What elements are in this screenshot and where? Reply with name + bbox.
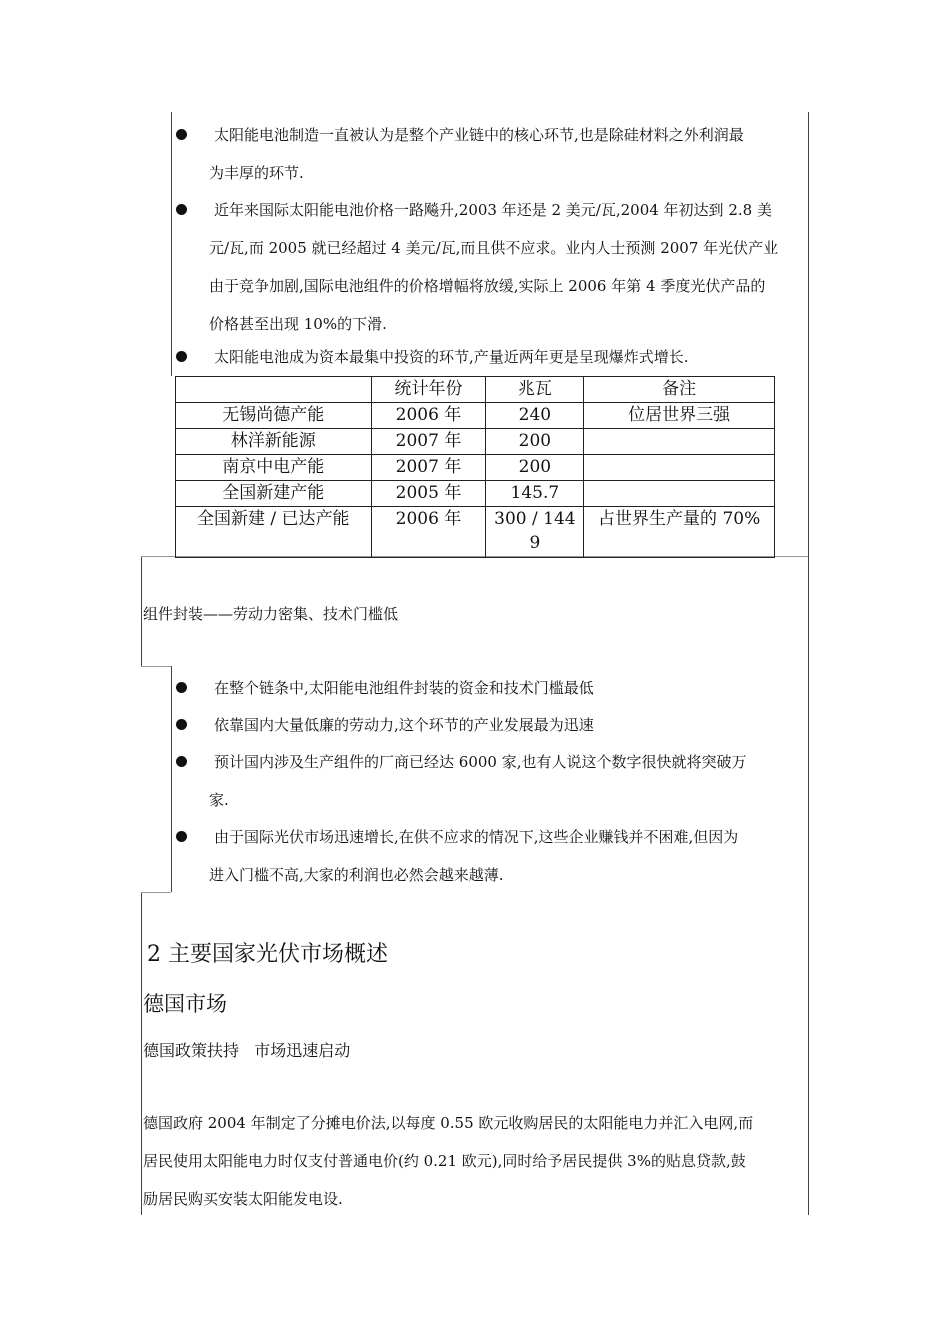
- table-cell: 2007 年: [371, 429, 486, 455]
- section3-title: 2 主要国家光伏市场概述: [147, 942, 388, 967]
- bullet-line: 为丰厚的环节.: [209, 164, 304, 182]
- frame-divider-2: [141, 666, 171, 667]
- table-cell: 全国新建 / 已达产能: [176, 507, 372, 558]
- table-cell: 200: [486, 455, 584, 481]
- section3-paragraph-line: 励居民购买安装太阳能发电设.: [143, 1190, 343, 1208]
- bullet-line: 预计国内涉及生产组件的厂商已经达 6000 家,也有人说这个数字很快就将突破万: [214, 753, 747, 771]
- bullet-line: 在整个链条中,太阳能电池组件封装的资金和技术门槛最低: [214, 679, 594, 697]
- frame-left-line-mid: [141, 556, 142, 666]
- section3-paragraph-line: 德国政府 2004 年制定了分摊电价法,以每度 0.55 欧元收购居民的太阳能电力并汇入电网,而: [143, 1114, 754, 1132]
- section3-tagline: 德国政策扶持 市场迅速启动: [143, 1041, 351, 1060]
- table-cell: [584, 429, 775, 455]
- table-cell: 2006 年: [371, 507, 486, 558]
- table-row: [176, 507, 775, 558]
- table-header-row: [176, 377, 775, 403]
- bullet-line: 太阳能电池成为资本最集中投资的环节,产量近两年更是呈现爆炸式增长.: [214, 348, 689, 366]
- bullet-icon: [176, 831, 187, 842]
- table-header-cell: 统计年份: [371, 377, 486, 403]
- table-cell: [584, 481, 775, 507]
- table-header-cell: 备注: [584, 377, 775, 403]
- table-cell: 240: [486, 403, 584, 429]
- table-cell: 占世界生产量的 70%: [584, 507, 775, 558]
- section3-paragraph-line: 居民使用太阳能电力时仅支付普通电价(约 0.21 欧元),同时给予居民提供 3%的贴息贷款,鼓: [143, 1152, 746, 1170]
- section2-heading: 组件封装——劳动力密集、技术门槛低: [143, 605, 399, 623]
- table-row: [176, 455, 775, 481]
- bullet-line: 由于国际光伏市场迅速增长,在供不应求的情况下,这些企业赚钱并不困难,但因为: [214, 828, 739, 846]
- frame-divider-3: [141, 892, 171, 893]
- table-row: [176, 403, 775, 429]
- bullet-line: 由于竞争加剧,国际电池组件的价格增幅将放缓,实际上 2006 年第 4 季度光伏产品的: [209, 277, 766, 295]
- table-cell: 位居世界三强: [584, 403, 775, 429]
- table-cell: [584, 455, 775, 481]
- bullet-icon: [176, 719, 187, 730]
- table-cell: 南京中电产能: [176, 455, 372, 481]
- frame-left-line-top: [171, 112, 172, 376]
- bullet-icon: [176, 756, 187, 767]
- table-cell: 200: [486, 429, 584, 455]
- table-cell: 300 / 1449: [486, 507, 584, 558]
- table-cell: 林洋新能源: [176, 429, 372, 455]
- bullet-line: 依靠国内大量低廉的劳动力,这个环节的产业发展最为迅速: [214, 716, 594, 734]
- bullet-line: 元/瓦,而 2005 就已经超过 4 美元/瓦,而且供不应求。业内人士预测 2007 年光伏产业: [209, 239, 779, 257]
- section3-subtitle: 德国市场: [143, 992, 227, 1016]
- bullet-icon: [176, 129, 187, 140]
- table-cell: 2007 年: [371, 455, 486, 481]
- table-cell: 2005 年: [371, 481, 486, 507]
- bullet-icon: [176, 682, 187, 693]
- table-header-cell: [176, 377, 372, 403]
- capacity-table: [175, 376, 775, 558]
- bullet-line: 价格甚至出现 10%的下滑.: [209, 315, 387, 333]
- bullet-icon: [176, 351, 187, 362]
- table-row: [176, 481, 775, 507]
- table-header-cell: 兆瓦: [486, 377, 584, 403]
- bullet-line: 家.: [209, 791, 229, 809]
- table-row: [176, 429, 775, 455]
- frame-left-line-bottom: [141, 892, 142, 1215]
- table-cell: 无锡尚德产能: [176, 403, 372, 429]
- bullet-line: 进入门槛不高,大家的利润也必然会越来越薄.: [209, 866, 504, 884]
- bullet-line: 太阳能电池制造一直被认为是整个产业链中的核心环节,也是除硅材料之外利润最: [214, 126, 744, 144]
- table-cell: 2006 年: [371, 403, 486, 429]
- table-cell: 全国新建产能: [176, 481, 372, 507]
- table-cell: 145.7: [486, 481, 584, 507]
- bullet-icon: [176, 204, 187, 215]
- bullet-line: 近年来国际太阳能电池价格一路飚升,2003 年还是 2 美元/瓦,2004 年初达到 2.8 美: [214, 201, 772, 219]
- frame-left-line-bullets: [171, 666, 172, 892]
- frame-right-line: [808, 112, 809, 1215]
